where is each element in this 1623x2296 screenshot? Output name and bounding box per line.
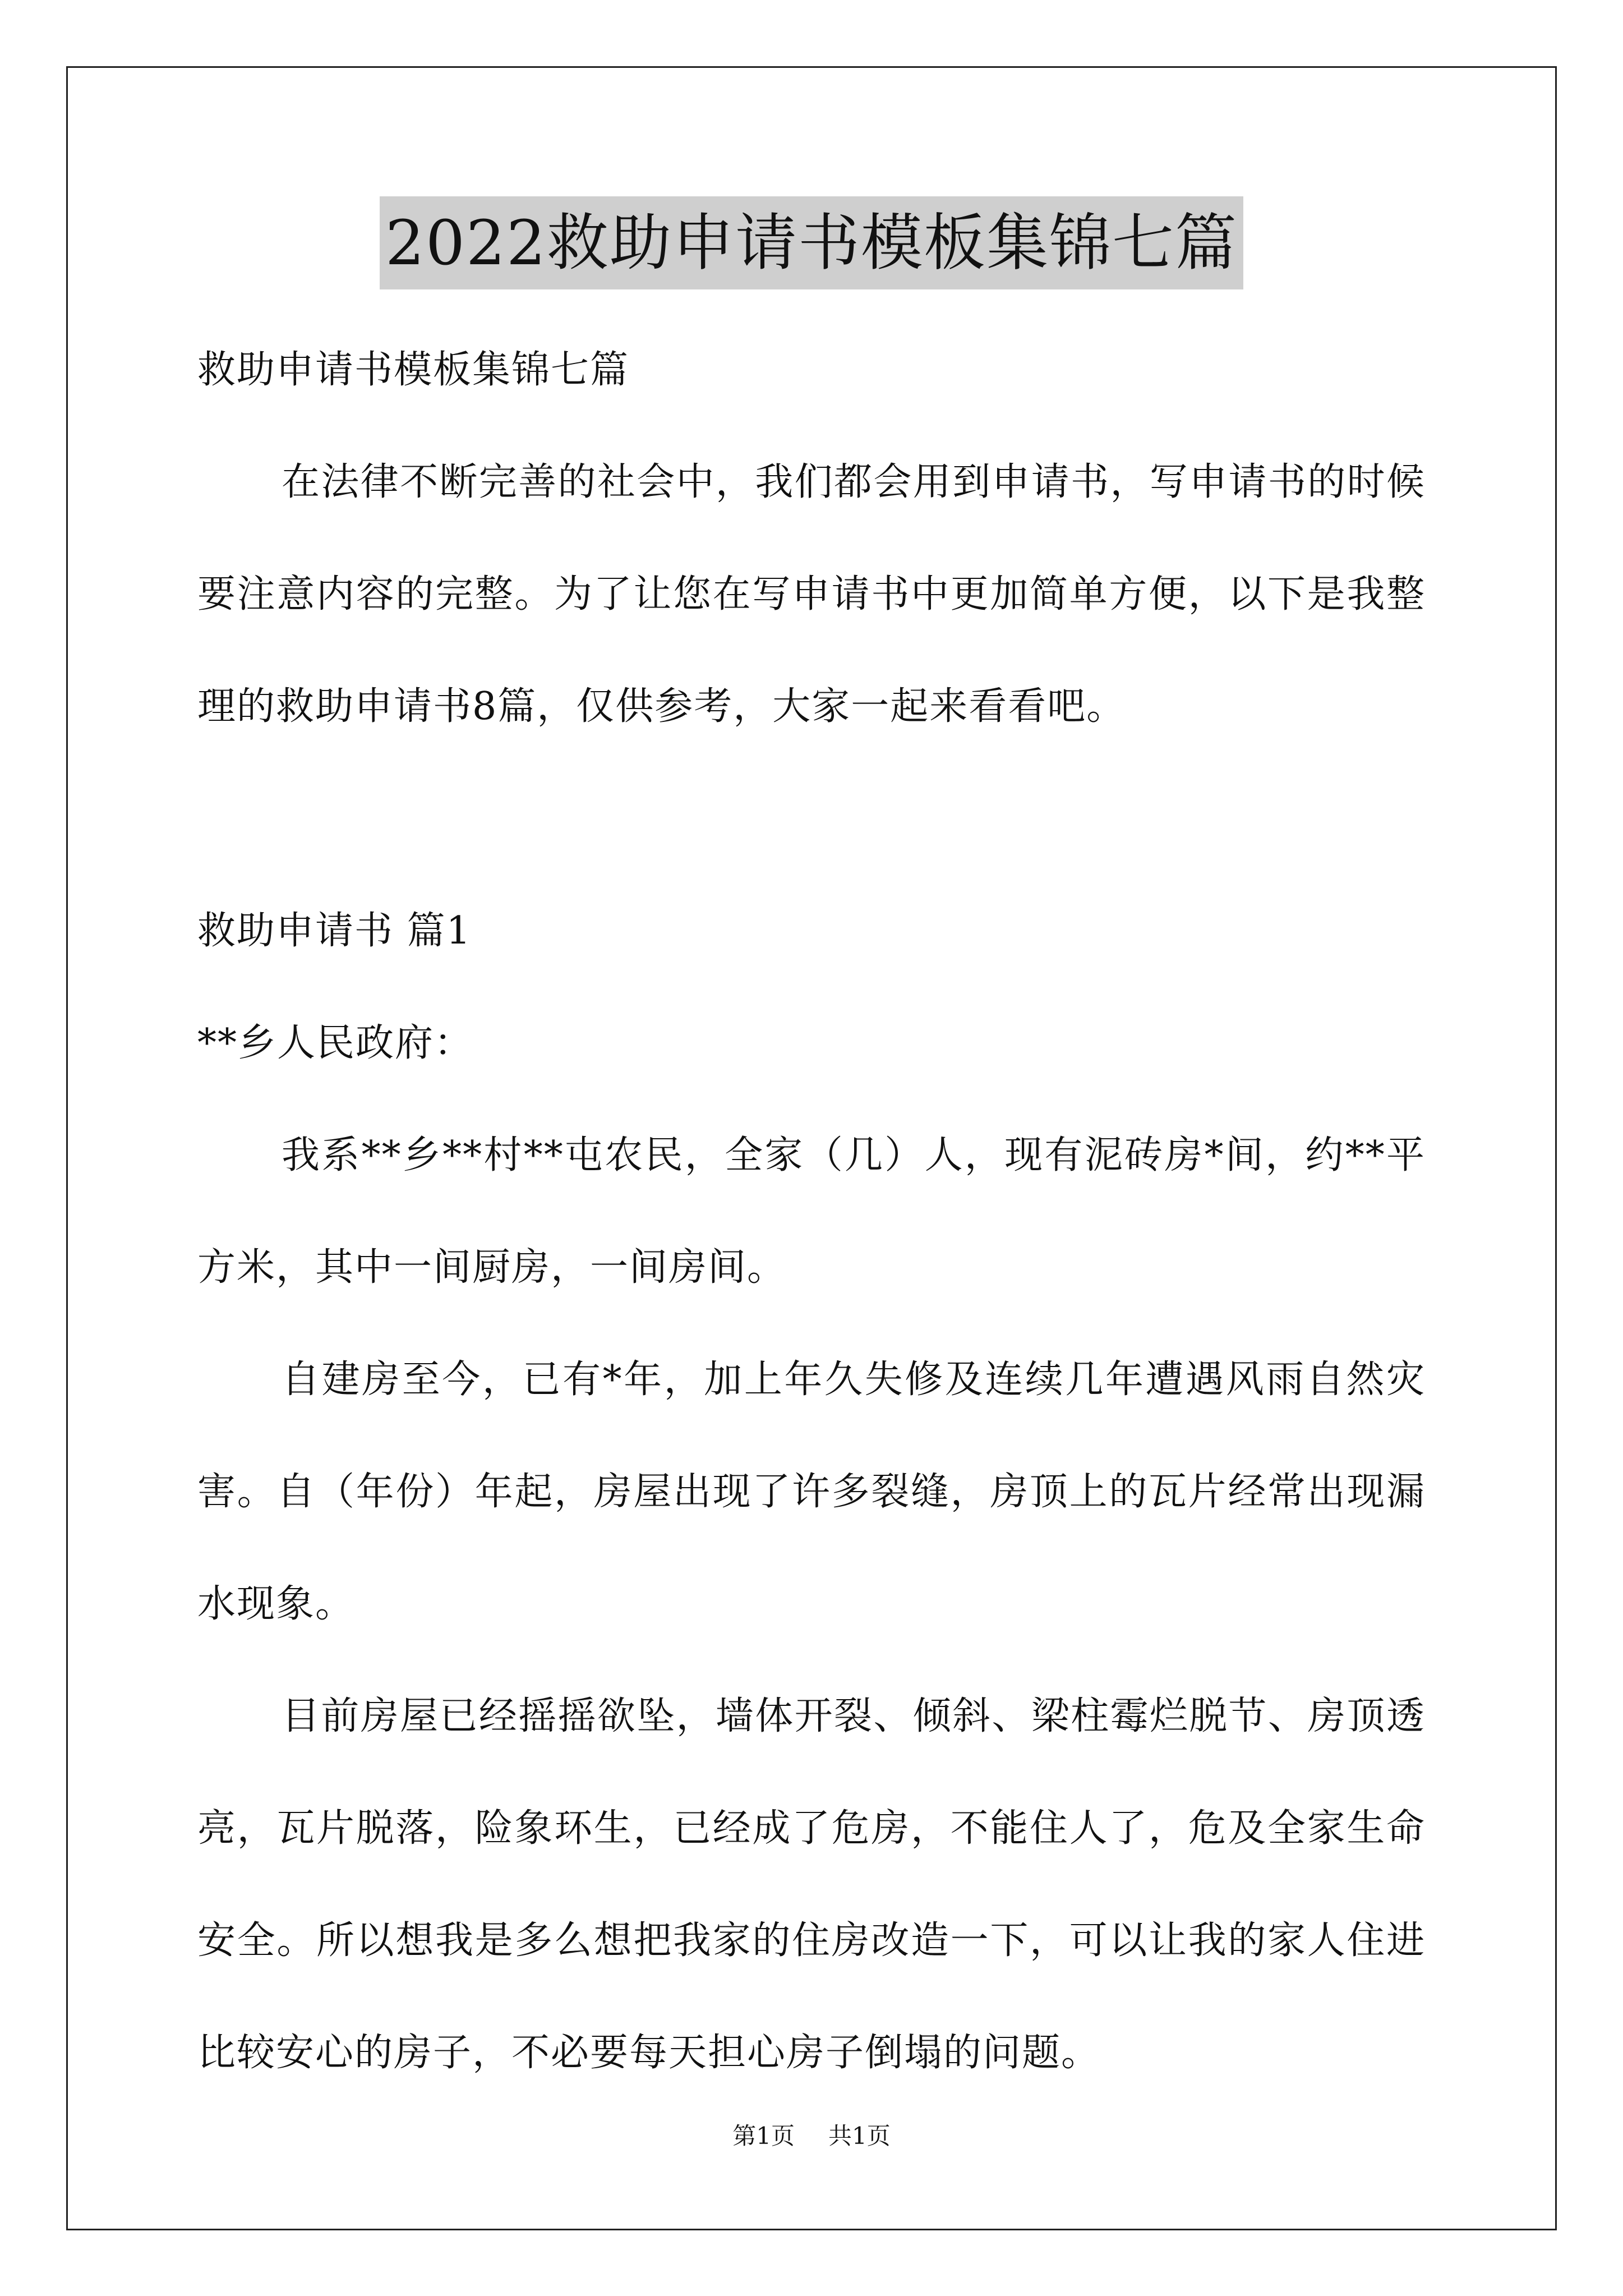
intro-paragraph: 在法律不断完善的社会中，我们都会用到申请书，写申请书的时候要注意内容的完整。为了让您在写申请书中更加简单方便，以下是我整理的救助申请书8篇，仅供参考，大家一起来看看吧。	[197, 460, 1426, 729]
page-count: 共1页	[828, 2122, 891, 2150]
body-paragraph: 我系**乡**村**屯农民，全家（几）人，现有泥砖房*间，约**平方米，其中一间厨房，一间房间。	[197, 1133, 1426, 1290]
document-title: 2022救助申请书模板集锦七篇	[380, 196, 1243, 289]
document-body	[197, 314, 1426, 2109]
page-number: 第1页	[732, 2122, 795, 2150]
body-paragraph: 目前房屋已经摇摇欲坠，墙体开裂、倾斜、梁柱霉烂脱节、房顶透亮，瓦片脱落，险象环生，已经成了危房，不能住人了，危及全家生命安全。所以想我是多么想把我家的住房改造一下，可以让我的家人住进比较安心的房子，不必要每天担心房子倒塌的问题。	[197, 1694, 1426, 2075]
section-heading: 救助申请书 篇1	[197, 909, 472, 953]
salutation: **乡人民政府：	[197, 1021, 474, 1065]
page-footer	[0, 2119, 1623, 2153]
title-block	[0, 196, 1623, 289]
document-subtitle: 救助申请书模板集锦七篇	[197, 348, 630, 392]
body-paragraph: 自建房至今，已有*年，加上年久失修及连续几年遭遇风雨自然灾害。自（年份）年起，房屋出现了许多裂缝，房顶上的瓦片经常出现漏水现象。	[197, 1358, 1426, 1626]
